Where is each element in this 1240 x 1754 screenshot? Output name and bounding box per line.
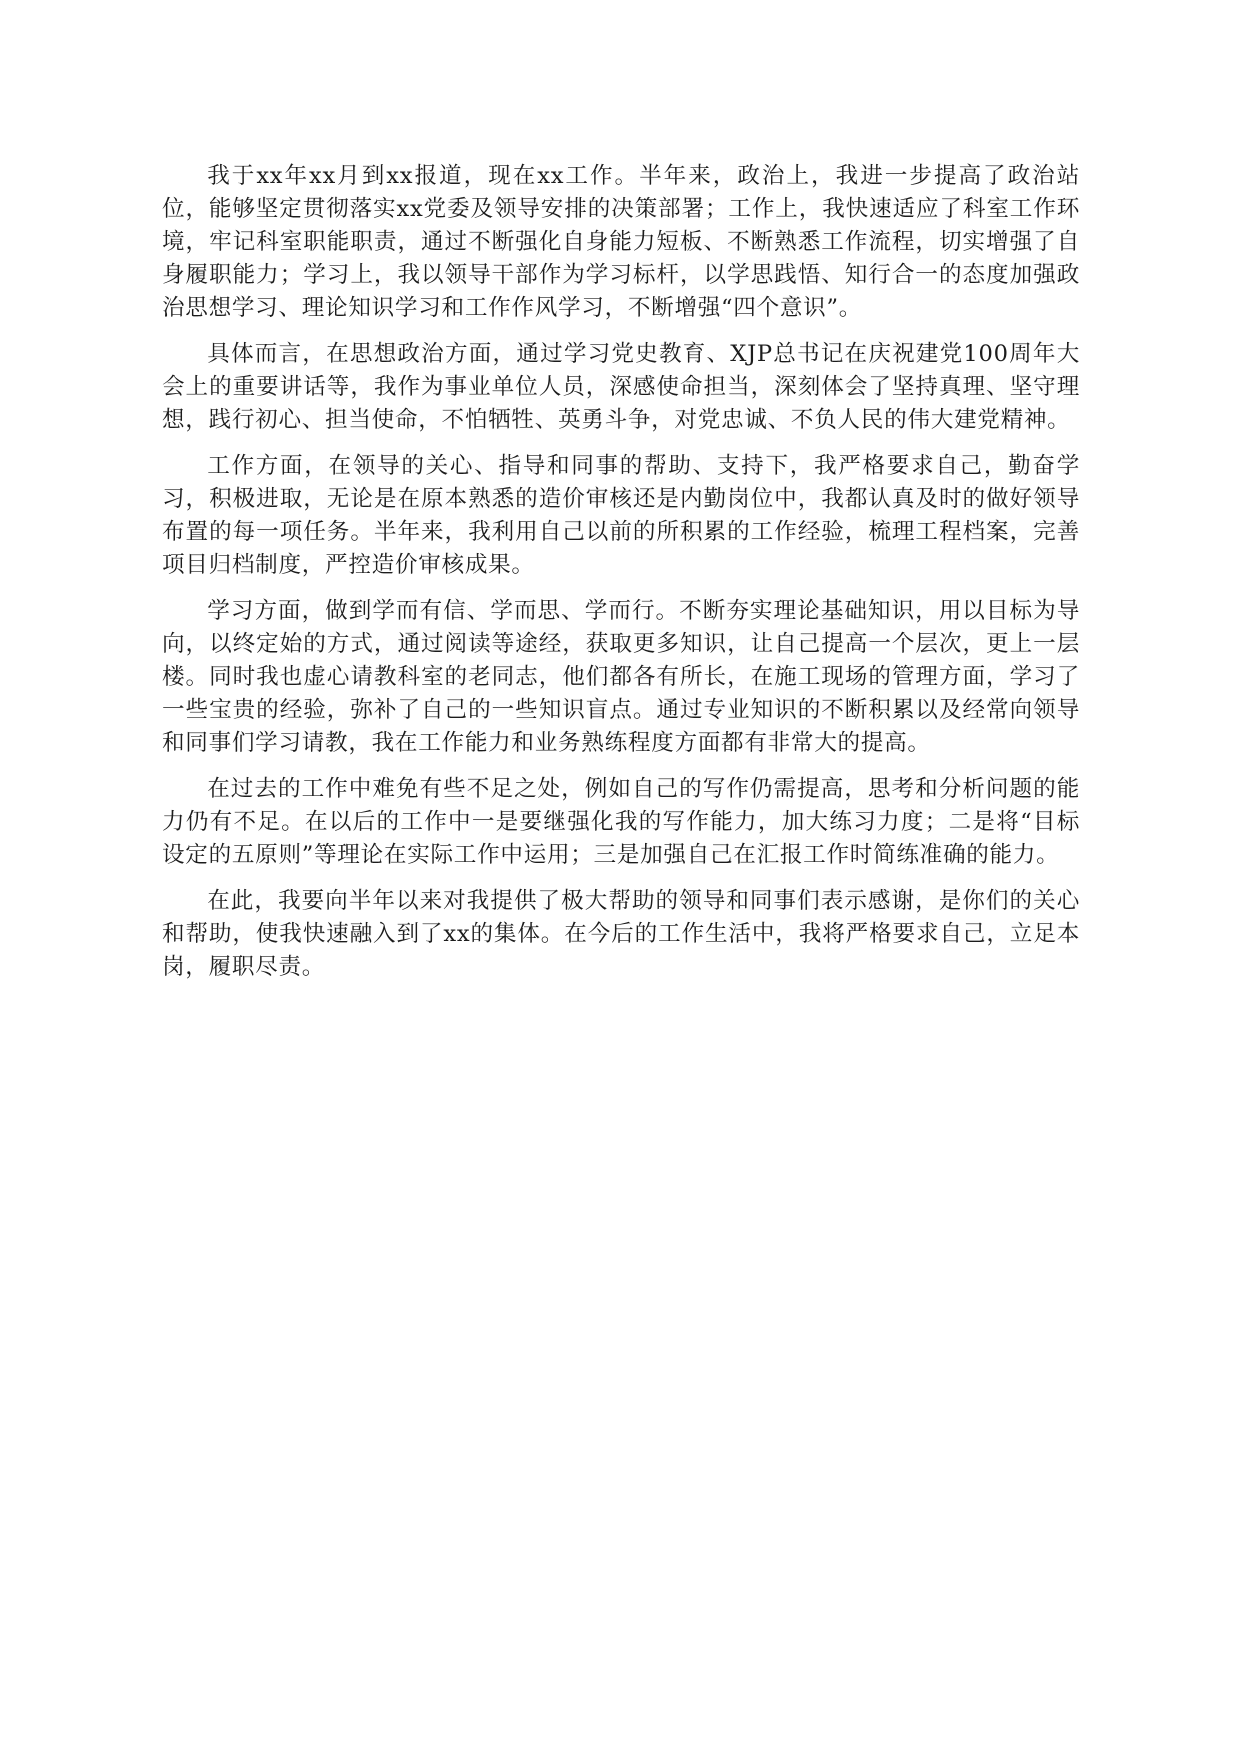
paragraph-6: 在此，我要向半年以来对我提供了极大帮助的领导和同事们表示感谢，是你们的关心和帮助，使我快速融入到了xx的集体。在今后的工作生活中，我将严格要求自己，立足本岗，履职尽责。: [162, 888, 1080, 980]
paragraph-1: 我于xx年xx月到xx报道，现在xx工作。半年来，政治上，我进一步提高了政治站位，能够坚定贯彻落实xx党委及领导安排的决策部署；工作上，我快速适应了科室工作环境，牢记科室职能职责，通过不断强化自身能力短板、不断熟悉工作流程，切实增强了自身履职能力；学习上，我以领导干部作为学习标杆，以学思践悟、知行合一的态度加强政治思想学习、理论知识学习和工作作风学习，不断增强“四个意识”。: [162, 163, 1080, 321]
paragraph-4: 学习方面，做到学而有信、学而思、学而行。不断夯实理论基础知识，用以目标为导向，以终定始的方式，通过阅读等途经，获取更多知识，让自己提高一个层次，更上一层楼。同时我也虚心请教科室的老同志，他们都各有所长，在施工现场的管理方面，学习了一些宝贵的经验，弥补了自己的一些知识盲点。通过专业知识的不断积累以及经常向领导和同事们学习请教，我在工作能力和业务熟练程度方面都有非常大的提高。: [162, 598, 1080, 756]
document-body: [162, 160, 1080, 997]
paragraph-2: 具体而言，在思想政治方面，通过学习党史教育、XJP总书记在庆祝建党100周年大会上的重要讲话等，我作为事业单位人员，深感使命担当，深刻体会了坚持真理、坚守理想，践行初心、担当使命，不怕牺牲、英勇斗争，对党忠诚、不负人民的伟大建党精神。: [162, 341, 1080, 433]
paragraph-5: 在过去的工作中难免有些不足之处，例如自己的写作仍需提高，思考和分析问题的能力仍有不足。在以后的工作中一是要继强化我的写作能力，加大练习力度；二是将“目标设定的五原则”等理论在实际工作中运用；三是加强自己在汇报工作时简练准确的能力。: [162, 776, 1080, 868]
paragraph-3: 工作方面，在领导的关心、指导和同事的帮助、支持下，我严格要求自己，勤奋学习，积极进取，无论是在原本熟悉的造价审核还是内勤岗位中，我都认真及时的做好领导布置的每一项任务。半年来，我利用自己以前的所积累的工作经验，梳理工程档案，完善项目归档制度，严控造价审核成果。: [162, 453, 1080, 578]
